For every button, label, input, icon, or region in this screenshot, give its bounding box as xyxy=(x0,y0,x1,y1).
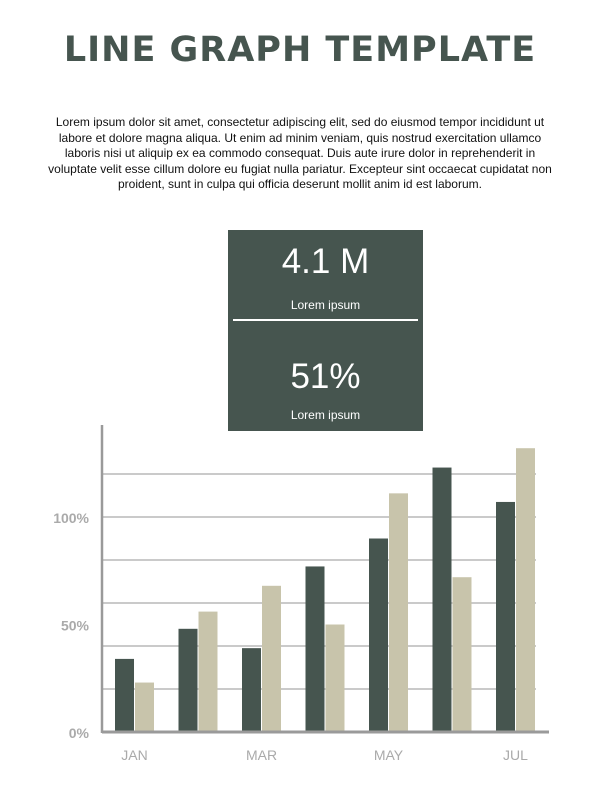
intro-paragraph: Lorem ipsum dolor sit amet, consectetur adipiscing elit, sed do eiusmod tempor incididunt ut labore et dolore magna aliqua. Ut enim ad minim veniam, quis nostrud exercitation ullamco laboris nisi ut aliquip ex ea commodo consequat. Duis aute irure dolor in reprehenderit in voluptate velit esse cillum dolore eu fugiat nulla pariatur. Excepteur sint occaecat cupidatat non proident, sunt in culpa qui officia deserunt mollit anim id est laborum. xyxy=(48,115,552,192)
x-tick-label: MAY xyxy=(373,747,404,763)
stats-box xyxy=(228,230,423,431)
bar-jan-series-2 xyxy=(135,683,154,732)
bar-jul-series-1 xyxy=(496,502,515,732)
y-tick-label: 50% xyxy=(60,617,89,634)
bar-jan-series-1 xyxy=(115,659,134,732)
x-tick-label: JAN xyxy=(121,747,148,763)
page-title: LINE GRAPH TEMPLATE xyxy=(63,30,537,70)
stat-label-secondary: Lorem ipsum xyxy=(290,408,361,422)
bar-apr-series-2 xyxy=(326,625,345,733)
bar-mar-series-2 xyxy=(262,586,281,732)
bar-jun-series-1 xyxy=(433,468,452,732)
bar-feb-series-2 xyxy=(199,612,218,732)
stat-label-primary: Lorem ipsum xyxy=(290,298,361,312)
bar-may-series-2 xyxy=(389,493,408,732)
bar-apr-series-1 xyxy=(306,566,325,732)
x-tick-label: JUL xyxy=(503,747,528,763)
bar-jun-series-2 xyxy=(453,577,472,732)
y-tick-label: 0% xyxy=(68,725,89,741)
bar-jul-series-2 xyxy=(516,448,535,732)
y-tick-label: 100% xyxy=(53,510,89,526)
stat-value-secondary: 51% xyxy=(290,357,361,396)
x-tick-label: MAR xyxy=(245,747,278,763)
stat-value-primary: 4.1 M xyxy=(281,242,370,281)
bar-feb-series-1 xyxy=(179,629,198,732)
bar-mar-series-1 xyxy=(242,648,261,732)
bar-may-series-1 xyxy=(369,539,388,733)
stat-divider xyxy=(233,319,418,321)
